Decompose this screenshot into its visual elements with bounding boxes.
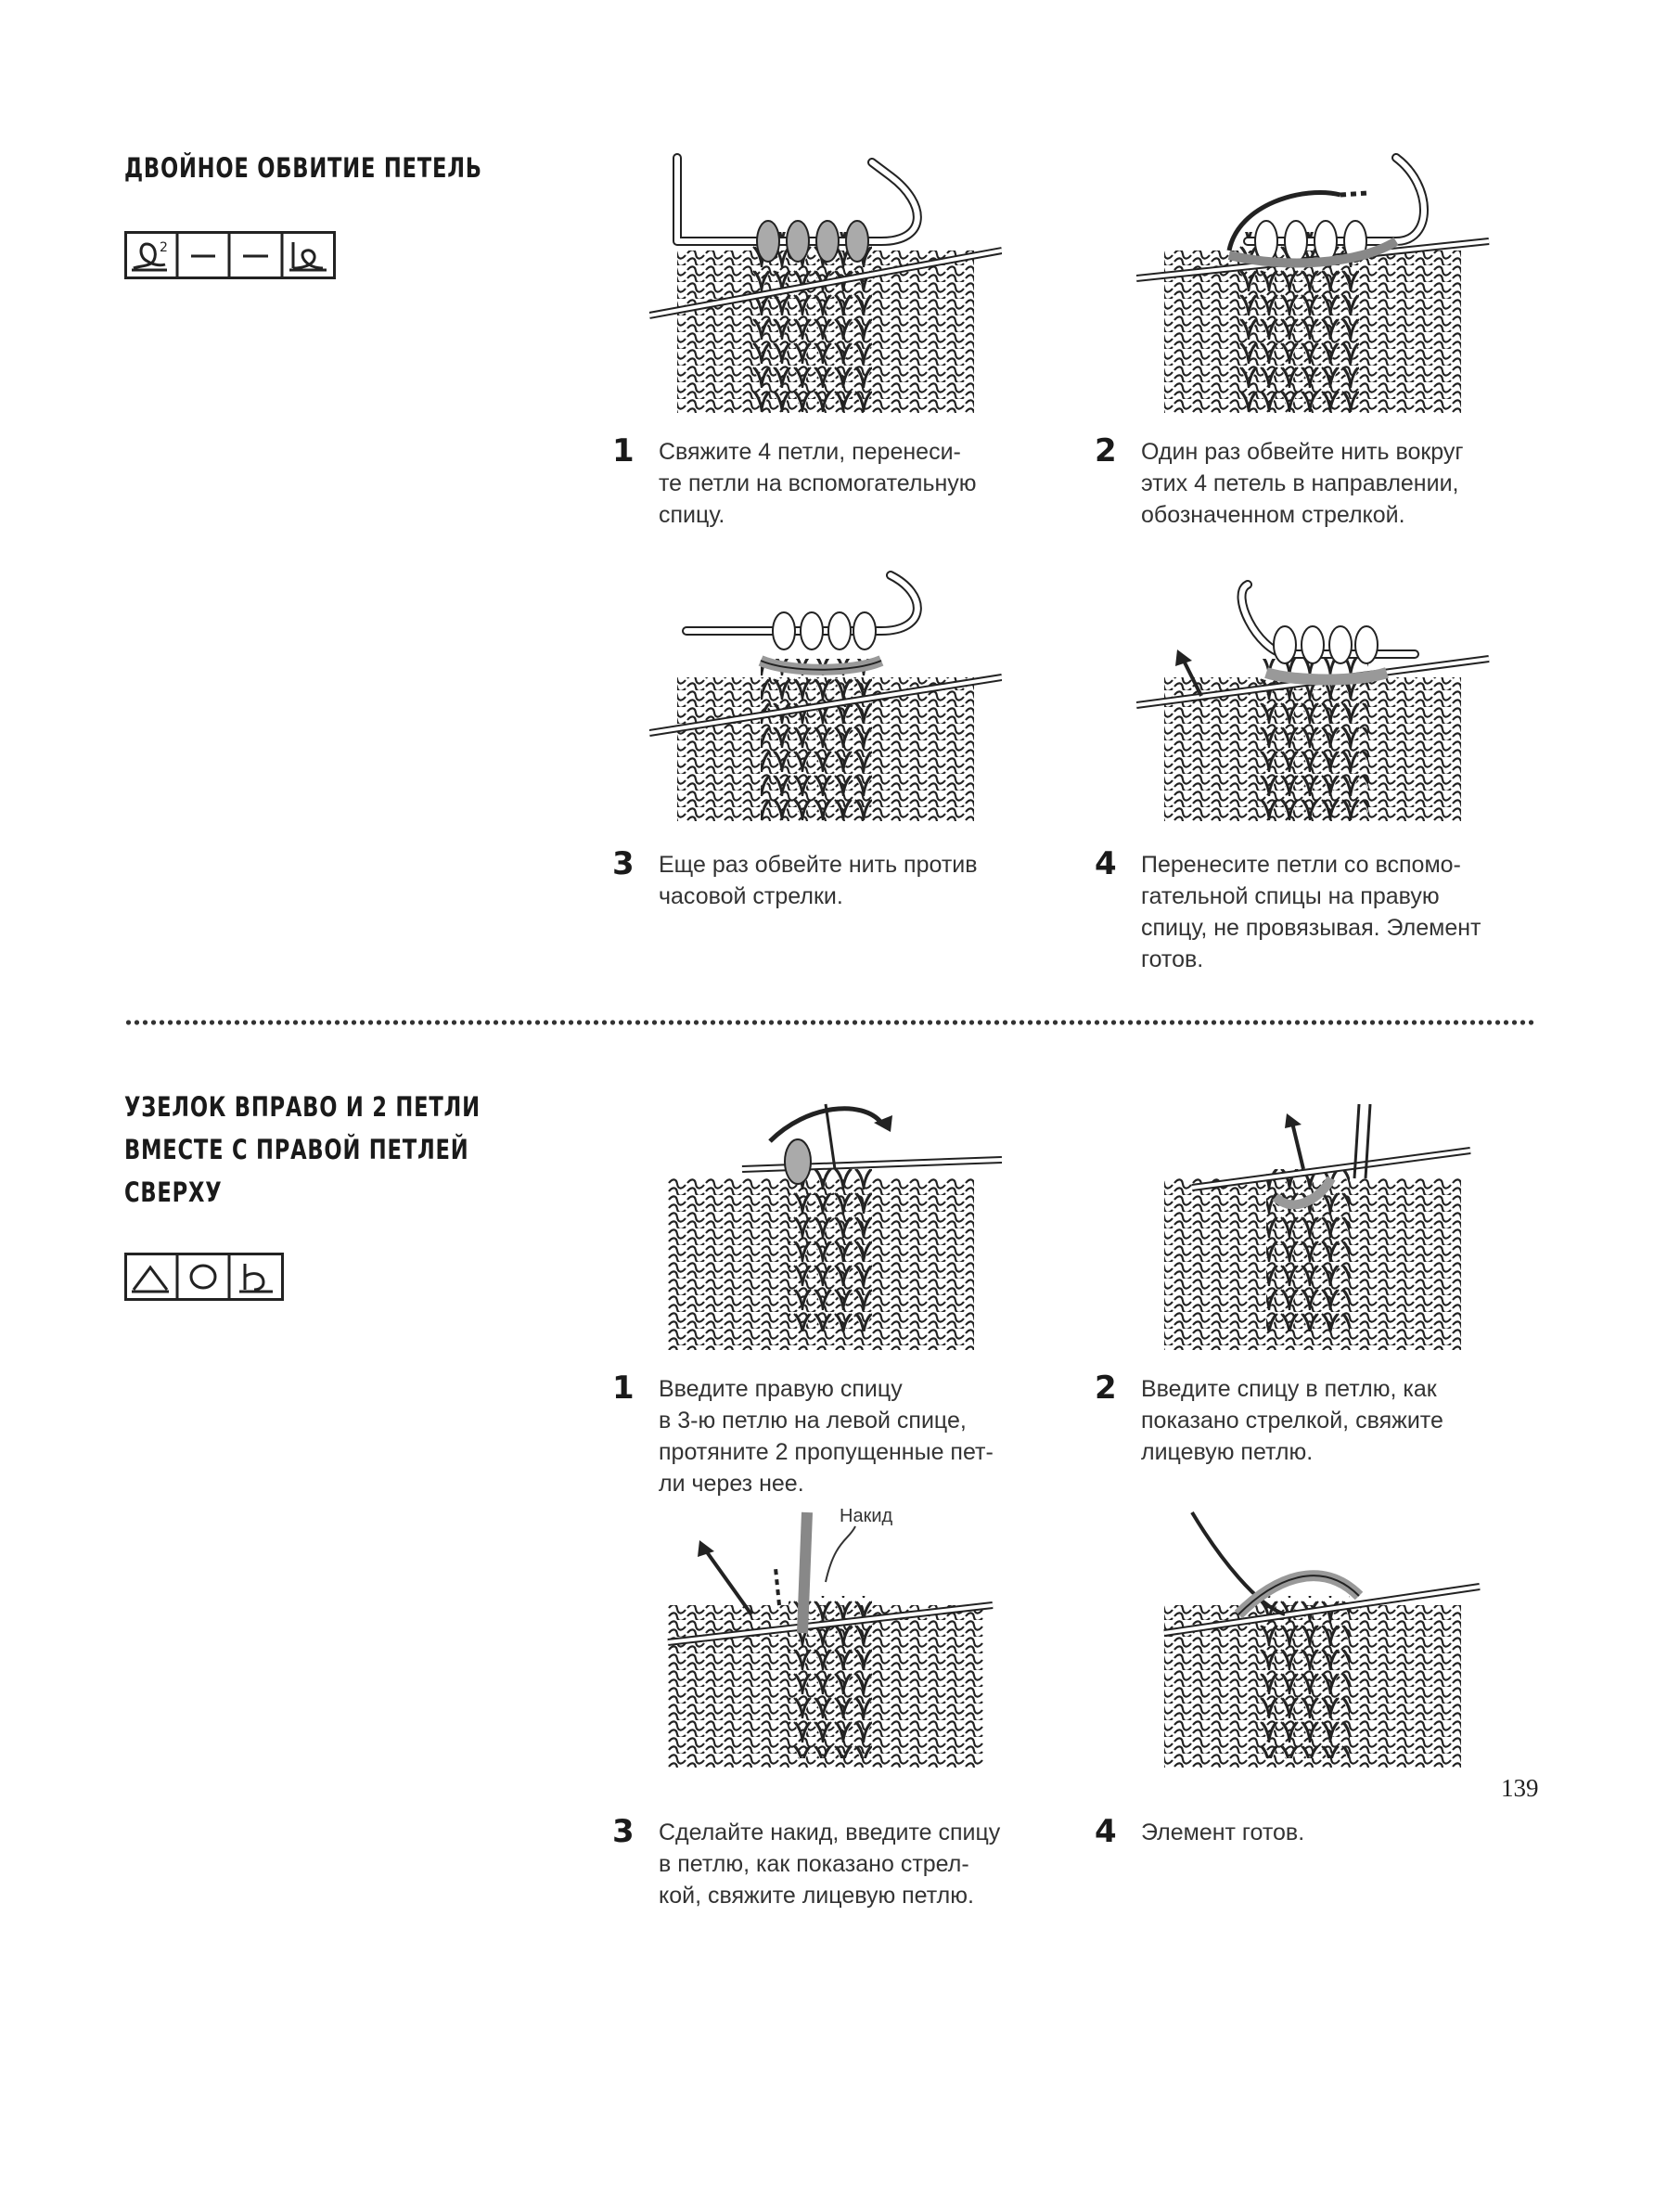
- illustration-s2-step-3: [649, 1503, 1002, 1772]
- step-text: Еще раз обвейте нить против часовой стрелки.: [659, 852, 978, 909]
- step-number: 1: [612, 1370, 635, 1407]
- page-number: 139: [1501, 1774, 1539, 1802]
- yarn-over-label: Накид: [840, 1506, 893, 1526]
- step-text: Введите спицу в петлю, как показано стрелкой, свяжите лицевую петлю.: [1141, 1376, 1443, 1465]
- illustration-step-2: [1136, 148, 1507, 418]
- illustration-s2-step-2: [1136, 1095, 1507, 1355]
- section-2-title: УЗЕЛОК ВПРАВО И 2 ПЕТЛИ ВМЕСТЕ С ПРАВОЙ ПЕТЛЕЙ СВЕРХУ: [124, 1091, 481, 1208]
- illustration-step-1: [649, 148, 1002, 418]
- symbol-superscript: 2: [160, 240, 168, 255]
- section-1-title: ДВОЙНОЕ ОБВИТИЕ ПЕТЕЛЬ: [124, 152, 482, 184]
- illustration-s2-step-4: [1136, 1503, 1507, 1772]
- step-number: 3: [612, 845, 635, 882]
- section-2-chart-symbol: [124, 1253, 284, 1301]
- illustration-step-3: [649, 557, 1002, 826]
- step-text: Один раз обвейте нить вокруг этих 4 петель в направлении, обозначенном стрелкой.: [1141, 439, 1464, 528]
- step-number: 4: [1095, 845, 1117, 882]
- step-text: Перенесите петли со вспомо- гательной спицы на правую спицу, не провязывая. Элемент готов.: [1141, 852, 1481, 972]
- step-number: 2: [1095, 432, 1117, 469]
- step-text: Элемент готов.: [1141, 1820, 1305, 1845]
- step-text: Введите правую спицу в 3-ю петлю на левой спице, протяните 2 пропущенные пет- ли через нее.: [659, 1376, 994, 1497]
- step-number: 1: [612, 432, 635, 469]
- step-number: 3: [612, 1813, 635, 1850]
- illustration-s2-step-1: [649, 1095, 1002, 1355]
- illustration-step-4: [1136, 557, 1507, 826]
- step-number: 2: [1095, 1370, 1117, 1407]
- step-number: 4: [1095, 1813, 1117, 1850]
- section-1-chart-symbol: [124, 231, 336, 279]
- dotted-divider: [124, 1020, 1534, 1025]
- step-text: Свяжите 4 петли, перенеси- те петли на вспомогательную спицу.: [659, 439, 977, 528]
- step-text: Сделайте накид, введите спицу в петлю, как показано стрел- кой, свяжите лицевую петлю.: [659, 1820, 1001, 1909]
